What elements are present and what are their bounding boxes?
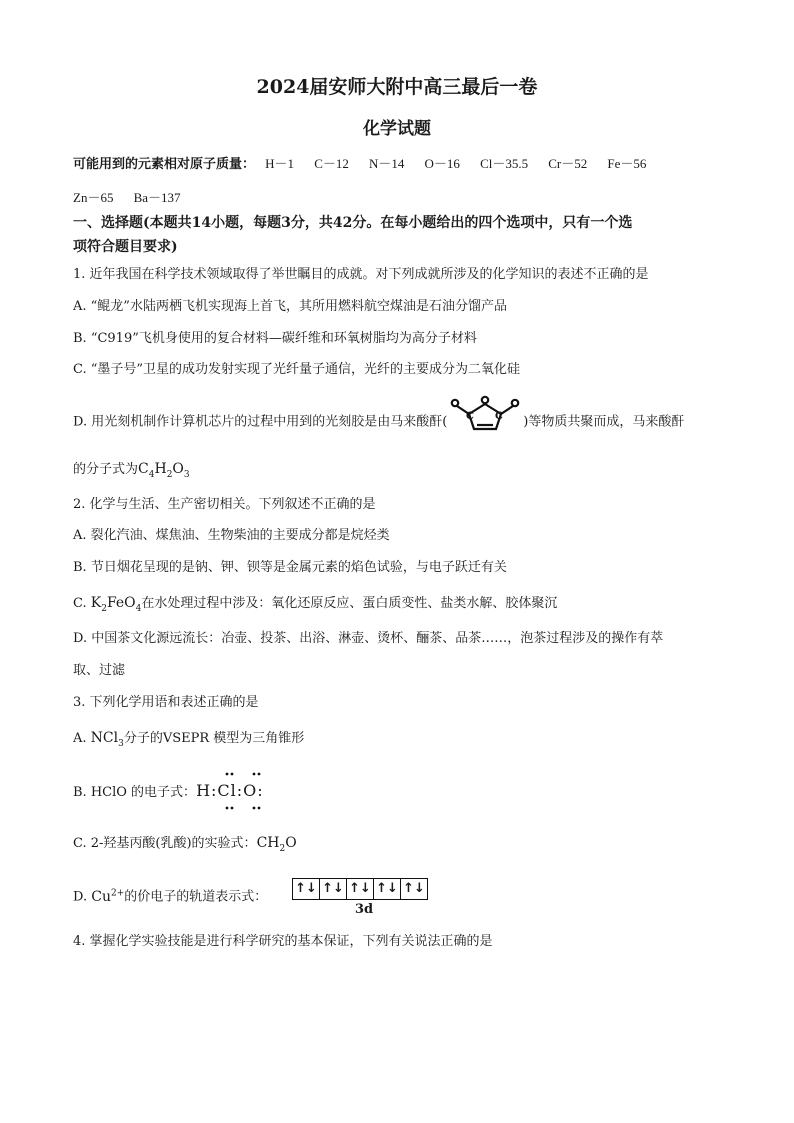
maleic-anhydride-structure <box>447 394 523 436</box>
q2-stem: 2. 化学与生活、生产密切相关。下列叙述不正确的是 <box>73 497 376 512</box>
formula-h-count: 2 <box>279 843 286 854</box>
exam-subtitle: 化学试题 <box>363 119 431 139</box>
mass-cl: Cl－35.5 <box>480 156 529 171</box>
formula-c: C <box>138 461 149 477</box>
svg-text:C: C <box>466 411 475 422</box>
q3-d-post: 的价电子的轨道表示式： <box>124 889 268 905</box>
lone-pair-dots <box>196 770 276 814</box>
formula-o: O <box>285 835 297 851</box>
mass-ba: Ba－137 <box>133 190 181 205</box>
maleic-anhydride-formula <box>138 461 190 480</box>
q3-a-pre: A. <box>73 731 91 746</box>
formula-cl-count: 3 <box>118 738 124 749</box>
formula-h-count: 2 <box>166 469 173 480</box>
k2feo4-formula <box>90 595 142 614</box>
formula-c-count: 4 <box>148 469 155 480</box>
q3-d-pre: D. <box>73 889 92 905</box>
mass-cr: Cr－52 <box>548 156 588 171</box>
hclo-formula-text: H:Cl:O: <box>196 781 264 800</box>
exam-title: 2024届安师大附中高三最后一卷 <box>256 76 538 98</box>
orbital-label: 3d <box>355 902 374 917</box>
q1-d-text-pre: D. 用光刻机制作计算机芯片的过程中用到的光刻胶是由马来酸酐( <box>73 414 448 430</box>
q2-option-b: B. 节日烟花呈现的是钠、钾、钡等是金属元素的焰色试验，与电子跃迁有关 <box>73 560 507 575</box>
formula-o: O <box>172 461 184 477</box>
atomic-masses-label: 可能用到的元素相对原子质量： <box>73 157 256 172</box>
q3-a-post: 分子的VSEPR 模型为三角锥形 <box>123 731 305 746</box>
orbital-box-4: ↑↓ <box>374 878 401 900</box>
formula-k: K <box>90 595 102 611</box>
q3-option-a <box>73 729 734 753</box>
mass-h: H－1 <box>265 156 295 171</box>
q2-option-d-line2: 取、过滤 <box>73 663 126 678</box>
q1-stem: 1. 近年我国在科学技术领域取得了举世瞩目的成就。对下列成就所涉及的化学知识的表述不正确的是 <box>73 267 649 282</box>
q1-option-d <box>73 408 734 436</box>
section-heading-line1: 一、选择题(本题共14小题，每题3分，共42分。在每小题给出的四个选项中，只有一个选 <box>73 215 633 231</box>
q1-option-b: B. “C919”飞机身使用的复合材料—碳纤维和环氧树脂均为高分子材料 <box>73 331 477 346</box>
q1-option-d-line2 <box>73 460 734 484</box>
q2-option-a: A. 裂化汽油、煤焦油、生物柴油的主要成分都是烷烃类 <box>73 528 390 543</box>
cu2-ion <box>91 889 124 905</box>
mass-c: C－12 <box>314 156 349 171</box>
q1-option-c: C. “墨子号”卫星的成功发射实现了光纤量子通信，光纤的主要成分为二氧化硅 <box>73 362 521 377</box>
ch2o-formula <box>256 835 297 854</box>
q3-stem: 3. 下列化学用语和表述正确的是 <box>73 695 259 710</box>
svg-text:C: C <box>495 411 504 422</box>
formula-o-count: 3 <box>183 469 190 480</box>
q3-option-b <box>73 782 734 802</box>
q4-stem: 4. 掌握化学实验技能是进行科学研究的基本保证，下列有关说法正确的是 <box>73 934 493 949</box>
hclo-electron-formula <box>196 782 264 800</box>
ion-charge: 2+ <box>110 888 125 898</box>
3d-orbital-diagram <box>292 877 428 900</box>
q3-c-pre: C. 2-羟基丙酸(乳酸)的实验式： <box>73 836 257 851</box>
orbital-box-5: ↑↓ <box>401 878 428 900</box>
atomic-masses-line2 <box>73 189 734 208</box>
orbital-box-3: ↑↓ <box>347 878 374 900</box>
ion-cu: Cu <box>91 888 111 905</box>
q3-option-c <box>73 834 734 858</box>
q1-d-line2-pre: 的分子式为 <box>73 462 139 477</box>
q1-d-text-post: )等物质共聚而成，马来酸酐 <box>523 414 685 430</box>
mass-zn: Zn－65 <box>73 190 114 205</box>
formula-ch: CH <box>256 835 280 851</box>
q2-option-d-line1: D. 中国茶文化源远流长：冶壶、投茶、出浴、淋壶、烫杯、酾茶、品茶……，泡茶过程涉及的操作有萃 <box>73 631 664 646</box>
formula-ncl: NCl <box>90 730 119 746</box>
ncl3-formula <box>90 730 124 749</box>
q2-c-pre: C. <box>73 596 91 611</box>
formula-o4-count: 4 <box>135 603 142 614</box>
q2-c-post: 在水处理过程中涉及：氧化还原反应、蛋白质变性、盐类水解、胶体聚沉 <box>141 596 558 611</box>
section-heading-line2: 项符合题目要求) <box>73 239 178 255</box>
atomic-masses-line1 <box>73 155 734 174</box>
mass-fe: Fe－56 <box>607 156 647 171</box>
q1-option-a: A. “鲲龙”水陆两栖飞机实现海上首飞，其所用燃料航空煤油是石油分馏产品 <box>73 299 507 314</box>
formula-feo: FeO <box>106 595 136 611</box>
formula-k-count: 2 <box>101 603 107 614</box>
q2-option-c <box>73 594 734 618</box>
q3-b-pre: B. HClO 的电子式： <box>73 785 197 800</box>
orbital-box-2: ↑↓ <box>320 878 347 900</box>
mass-n: N－14 <box>369 156 405 171</box>
mass-o: O－16 <box>424 156 460 171</box>
orbital-box-1: ↑↓ <box>292 878 320 900</box>
formula-h: H <box>154 461 167 477</box>
